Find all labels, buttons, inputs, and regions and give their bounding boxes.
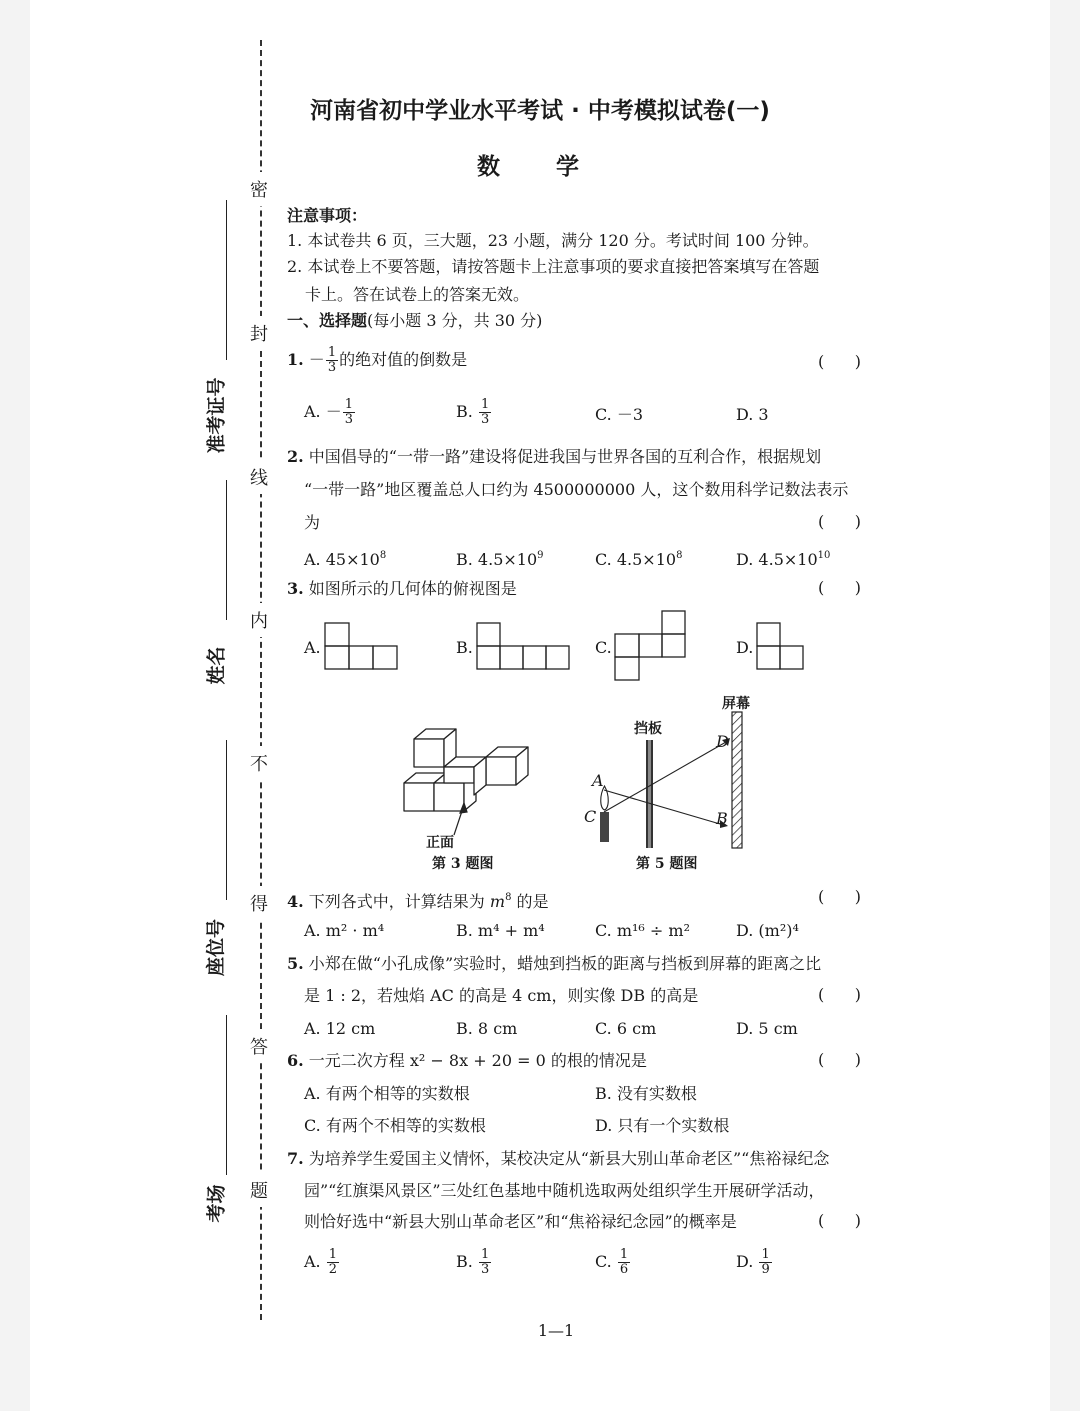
q7-text-1: 为培养学生爱国主义情怀，某校决定从“新县大别山革命老区”“焦裕禄纪念 bbox=[308, 1149, 830, 1168]
q1-a-num: 1 bbox=[344, 397, 354, 412]
q6-text: 一元二次方程 x² − 8x + 20 = 0 的根的情况是 bbox=[308, 1051, 647, 1070]
notice-item-2a: 2. 本试卷上不要答题，请按答题卡上注意事项的要求直接把答案填写在答题 bbox=[287, 257, 820, 276]
q7-b-label: B. bbox=[456, 1252, 473, 1271]
q2-option-b[interactable] bbox=[456, 545, 544, 571]
fig5-screen-label: 屏幕 bbox=[722, 696, 750, 712]
q2-b-base: B. 4.5×10 bbox=[456, 550, 538, 569]
q4-option-d[interactable]: D. (m²)⁴ bbox=[736, 921, 799, 940]
notice-heading: 注意事项： bbox=[287, 206, 368, 225]
q2-line-1 bbox=[287, 446, 821, 468]
q1-number: 1. bbox=[287, 350, 304, 369]
q7-a-den: 2 bbox=[328, 1262, 338, 1277]
q3-option-a-figure[interactable] bbox=[324, 622, 400, 670]
q7-b-frac bbox=[479, 1248, 491, 1277]
fig5-board-label: 挡板 bbox=[634, 721, 662, 737]
q5-option-c[interactable]: C. 6 cm bbox=[595, 1019, 657, 1038]
q7-number: 7. bbox=[287, 1149, 304, 1168]
seal-char-8: 题 bbox=[250, 1173, 268, 1207]
q5-text-1: 小郑在做“小孔成像”实验时，蜡烛到挡板的距离与挡板到屏幕的距离之比 bbox=[308, 954, 822, 973]
q3-option-d-figure[interactable] bbox=[756, 622, 806, 670]
q1-stem bbox=[287, 346, 467, 375]
notice-item-2b: 卡上。答在试卷上的答案无效。 bbox=[305, 285, 530, 304]
q1-option-b[interactable] bbox=[456, 398, 492, 427]
q6-number: 6. bbox=[287, 1051, 304, 1070]
q6-answer-paren[interactable]: ( ) bbox=[818, 1050, 861, 1069]
q1-a-den: 3 bbox=[344, 412, 354, 427]
q7-b-den: 3 bbox=[480, 1262, 490, 1277]
q3-answer-paren[interactable]: ( ) bbox=[818, 578, 861, 597]
q6-stem bbox=[287, 1050, 647, 1072]
q4-var: m bbox=[489, 892, 506, 911]
page-number: 1—1 bbox=[537, 1321, 575, 1340]
q5-line-1 bbox=[287, 953, 821, 975]
q4-option-b[interactable]: B. m⁴ + m⁴ bbox=[456, 921, 545, 940]
fig5-point-c: C bbox=[584, 807, 597, 826]
q4-stem bbox=[287, 887, 549, 913]
q4-number: 4. bbox=[287, 892, 304, 911]
q7-d-frac bbox=[759, 1248, 771, 1277]
q3-stem bbox=[287, 578, 517, 600]
q1-a-label: A. bbox=[304, 402, 321, 421]
q6-option-c[interactable]: C. 有两个不相等的实数根 bbox=[304, 1116, 486, 1135]
seat-label: 座位号 bbox=[205, 918, 228, 977]
fig5-point-a: A bbox=[592, 771, 604, 790]
q1-a-sign: － bbox=[325, 402, 342, 421]
q2-a-exp: 8 bbox=[379, 550, 387, 561]
seal-char-4: 内 bbox=[250, 603, 268, 637]
q7-c-den: 6 bbox=[619, 1262, 629, 1277]
q2-d-exp: 10 bbox=[817, 550, 831, 561]
q6-option-d[interactable]: D. 只有一个实数根 bbox=[595, 1116, 730, 1135]
seal-char-7: 答 bbox=[250, 1029, 268, 1063]
room-write-line[interactable] bbox=[226, 1015, 227, 1175]
q2-c-base: C. 4.5×10 bbox=[595, 550, 677, 569]
seat-write-line[interactable] bbox=[226, 740, 227, 900]
q7-a-num: 1 bbox=[328, 1247, 338, 1262]
q5-option-d[interactable]: D. 5 cm bbox=[736, 1019, 798, 1038]
q1-b-label: B. bbox=[456, 402, 473, 421]
q2-b-exp: 9 bbox=[537, 550, 544, 561]
q2-c-exp: 8 bbox=[676, 550, 683, 561]
fig5-point-b: B bbox=[716, 809, 728, 828]
fig3-caption: 第 3 题图 bbox=[432, 856, 494, 872]
q2-a-base: A. 45×10 bbox=[304, 550, 380, 569]
q4-exp: 8 bbox=[505, 892, 512, 903]
q2-line-2: “一带一路”地区覆盖总人口约为 4500000000 人，这个数用科学记数法表示 bbox=[304, 480, 849, 499]
q1-fraction bbox=[326, 346, 338, 375]
q4-text: 下列各式中，计算结果为 bbox=[308, 892, 485, 911]
q3-option-b-figure[interactable] bbox=[476, 622, 572, 670]
q3-option-a-label[interactable]: A. bbox=[304, 638, 321, 657]
q1-text: 的绝对值的倒数是 bbox=[339, 350, 468, 369]
q1-b-frac bbox=[479, 398, 491, 427]
q7-line-3: 则恰好选中“新县大别山革命老区”和“焦裕禄纪念园”的概率是 bbox=[304, 1212, 737, 1231]
q5-option-a[interactable]: A. 12 cm bbox=[304, 1019, 376, 1038]
q7-d-den: 9 bbox=[761, 1262, 770, 1277]
section-1-heading bbox=[287, 310, 542, 332]
q7-c-label: C. bbox=[595, 1252, 612, 1271]
binding-dashed-line bbox=[260, 40, 262, 1320]
q1-option-a[interactable] bbox=[304, 398, 356, 427]
q3-option-d-label[interactable]: D. bbox=[736, 638, 754, 657]
q2-line-3: 为 bbox=[304, 513, 321, 532]
q3-number: 3. bbox=[287, 579, 304, 598]
exam-id-label: 准考证号 bbox=[205, 377, 228, 454]
q7-option-c[interactable] bbox=[595, 1248, 631, 1277]
q7-d-num: 1 bbox=[761, 1247, 770, 1262]
room-label: 考场 bbox=[205, 1184, 228, 1223]
q7-option-d[interactable] bbox=[736, 1248, 773, 1277]
q2-text-1: 中国倡导的“一带一路”建设将促进我国与世界各国的互利合作，根据规划 bbox=[308, 447, 822, 466]
seal-char-3: 线 bbox=[250, 460, 268, 494]
q4-answer-paren[interactable]: ( ) bbox=[818, 887, 861, 906]
name-write-line[interactable] bbox=[226, 480, 227, 620]
name-label: 姓名 bbox=[205, 646, 228, 685]
exam-id-write-line[interactable] bbox=[226, 200, 227, 360]
fig5-caption: 第 5 题图 bbox=[636, 856, 698, 872]
q7-c-frac bbox=[618, 1248, 630, 1277]
q7-line-2: 园”“红旗渠风景区”三处红色基地中随机选取两处组织学生开展研学活动， bbox=[304, 1181, 825, 1200]
q1-b-den: 3 bbox=[480, 412, 490, 427]
q6-option-b[interactable]: B. 没有实数根 bbox=[595, 1084, 697, 1103]
q6-option-a[interactable]: A. 有两个相等的实数根 bbox=[304, 1084, 470, 1103]
q2-answer-paren[interactable]: ( ) bbox=[818, 512, 861, 531]
q7-b-num: 1 bbox=[480, 1247, 490, 1262]
q7-a-label: A. bbox=[304, 1252, 321, 1271]
section-1-title: 一、选择题 bbox=[287, 311, 368, 330]
q1-b-num: 1 bbox=[480, 397, 490, 412]
fig5-pinhole-drawing bbox=[580, 690, 780, 860]
fig3-front-label: 正面 bbox=[426, 835, 454, 851]
q2-option-a[interactable] bbox=[304, 545, 386, 571]
fig5-point-d: D bbox=[716, 732, 729, 751]
q2-d-base: D. 4.5×10 bbox=[736, 550, 818, 569]
q7-a-frac bbox=[327, 1248, 339, 1277]
q3-text: 如图所示的几何体的俯视图是 bbox=[308, 579, 517, 598]
q1-a-frac bbox=[343, 398, 355, 427]
q2-number: 2. bbox=[287, 447, 304, 466]
q1-option-d[interactable]: D. 3 bbox=[736, 405, 769, 424]
notice-item-1: 1. 本试卷共 6 页，三大题，23 小题，满分 120 分。考试时间 100 分钟。 bbox=[287, 231, 819, 250]
q1-option-c[interactable]: C. －3 bbox=[595, 405, 644, 424]
q5-option-b[interactable]: B. 8 cm bbox=[456, 1019, 518, 1038]
q7-answer-paren[interactable]: ( ) bbox=[818, 1211, 861, 1230]
q2-option-d[interactable] bbox=[736, 545, 830, 571]
q7-option-a[interactable] bbox=[304, 1248, 340, 1277]
q7-d-label: D. bbox=[736, 1252, 754, 1271]
q7-c-num: 1 bbox=[619, 1247, 629, 1262]
subject-title: 数 学 bbox=[476, 154, 603, 180]
exam-title: 河南省初中学业水平考试 · 中考模拟试卷(一) bbox=[310, 98, 770, 124]
q1-frac-den: 3 bbox=[327, 360, 337, 375]
q5-answer-paren[interactable]: ( ) bbox=[818, 985, 861, 1004]
q3-option-c-label[interactable]: C. bbox=[595, 638, 612, 657]
section-1-note: (每小题 3 分，共 30 分) bbox=[367, 311, 543, 330]
seal-char-1: 密 bbox=[250, 172, 268, 206]
q3-option-c-figure[interactable] bbox=[614, 610, 688, 682]
q5-line-2: 是 1 : 2，若烛焰 AC 的高是 4 cm，则实像 DB 的高是 bbox=[304, 986, 699, 1005]
q2-option-c[interactable] bbox=[595, 545, 682, 571]
q7-option-b[interactable] bbox=[456, 1248, 492, 1277]
q1-answer-paren[interactable]: ( ) bbox=[818, 352, 861, 371]
seal-char-5: 不 bbox=[250, 746, 268, 780]
q7-line-1 bbox=[287, 1148, 829, 1170]
q4-option-a[interactable]: A. m² · m⁴ bbox=[304, 921, 385, 940]
q4-text-2: 的是 bbox=[516, 892, 549, 911]
q5-number: 5. bbox=[287, 954, 304, 973]
seal-char-2: 封 bbox=[250, 316, 268, 350]
q3-option-b-label[interactable]: B. bbox=[456, 638, 473, 657]
q4-option-c[interactable]: C. m¹⁶ ÷ m² bbox=[595, 921, 691, 940]
seal-char-6: 得 bbox=[250, 886, 268, 920]
fig3-cube-drawing bbox=[400, 725, 540, 855]
q1-frac-num: 1 bbox=[327, 345, 337, 360]
q1-prefix: － bbox=[308, 350, 325, 369]
